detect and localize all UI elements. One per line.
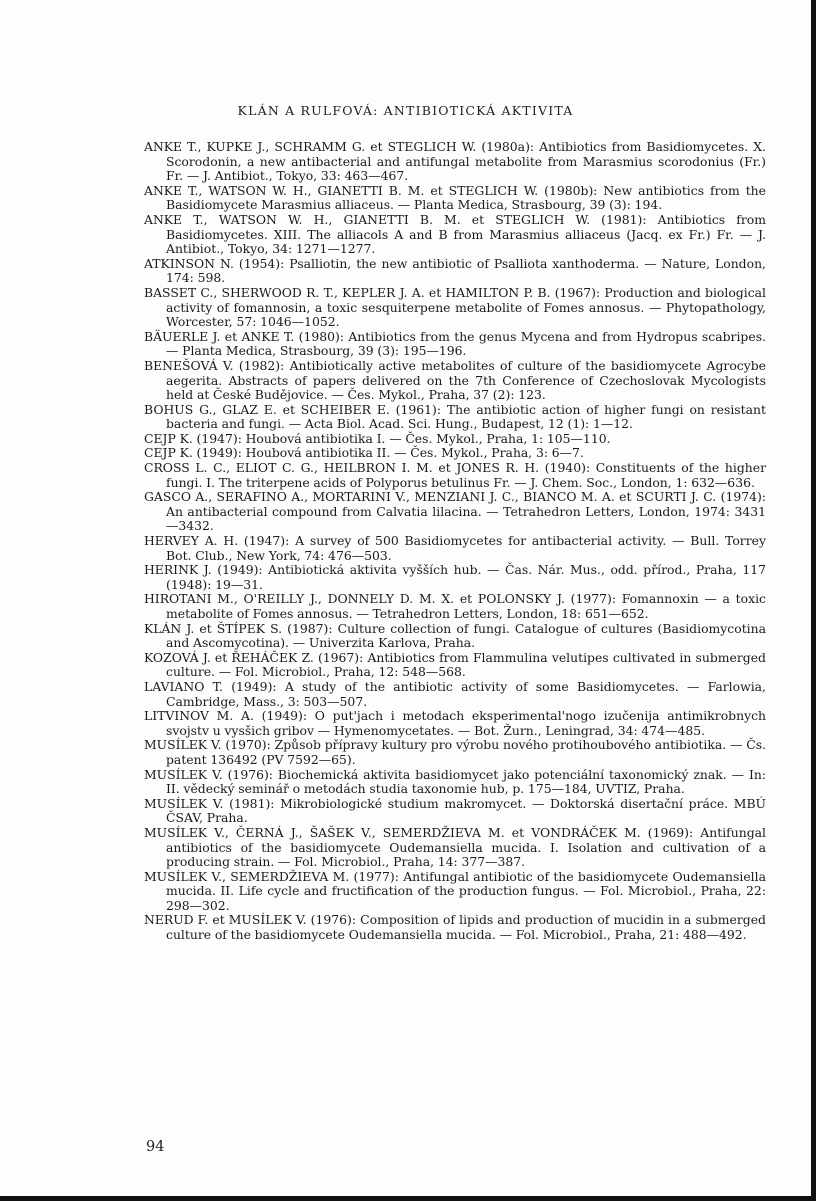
reference-entry: BENEŠOVÁ V. (1982): Antibiotically active metabolites of culture of the basidiomycete Agrocybe aegerita. Abstracts of papers delivered on the 7th Conference of Czechoslovak Mycologists held at České Budějovice. — Čes. Mykol., Praha, 37 (2): 123. — [144, 357, 766, 403]
reference-entry: MUSÍLEK V., ČERNÁ J., ŠAŠEK V., SEMERDŽIEVA M. et VONDRÁČEK M. (1969): Antifungal antibiotics of the basidiomycete Oudemansiella mucida. I. Isolation and cultivation of a producing strain. — Fol. Microbiol., Praha, 14: 377—387. — [144, 824, 766, 870]
reference-entry: NERUD F. et MUSÍLEK V. (1976): Composition of lipids and production of mucidin in a submerged culture of the basidiomycete Oudemansiella mucida. — Fol. Microbiol., Praha, 21: 488—492. — [144, 912, 766, 943]
page-number: 94 — [146, 1139, 165, 1155]
reference-entry: BASSET C., SHERWOOD R. T., KEPLER J. A. et HAMILTON P. B. (1967): Production and biological activity of fomannosin, a toxic sesquiterpene metabolite of Fomes annosus. — Phytopathology, Worcester, 57: 1046—1052. — [144, 284, 766, 330]
reference-entry: CROSS L. C., ELIOT C. G., HEILBRON I. M. et JONES R. H. (1940): Constituents of the higher fungi. I. The triterpene acids of Polyporus betulinus Fr. — J. Chem. Soc., London, 1: 632—636. — [144, 460, 766, 490]
reference-entry: KLÁN J. et ŠTÍPEK S. (1987): Culture collection of fungi. Catalogue of cultures (Basidiomycotina and Ascomycotina). — Univerzita Karlova, Praha. — [144, 620, 766, 651]
reference-entry: HERVEY A. H. (1947): A survey of 500 Basidiomycetes for antibacterial activity. — Bull. Torrey Bot. Club., New York, 74: 476—503. — [144, 533, 766, 563]
reference-entry: KOZOVÁ J. et ŘEHÁČEK Z. (1967): Antibiotics from Flammulina velutipes cultivated in submerged culture. — Fol. Microbiol., Praha, 12: 548—568. — [144, 649, 766, 680]
reference-entry: BOHUS G., GLAZ E. et SCHEIBER E. (1961): The antibiotic action of higher fungi on resistant bacteria and fungi. — Acta Biol. Acad. Sci. Hung., Budapest, 12 (1): 1—12. — [144, 401, 766, 432]
reference-entry: MUSÍLEK V., SEMERDŽIEVA M. (1977): Antifungal antibiotic of the basidiomycete Oudemansiella mucida. II. Life cycle and fructification of the production fungus. — Fol. Microbiol., Praha, 22: 298—302. — [144, 868, 766, 913]
reference-entry: BÄUERLE J. et ANKE T. (1980): Antibiotics from the genus Mycena and from Hydropus scabripes. — Planta Medica, Strasbourg, 39 (3): 195—196. — [144, 328, 766, 359]
reference-entry: HIROTANI M., O'REILLY J., DONNELY D. M. X. et POLONSKY J. (1977): Fomannoxin — a toxic metabolite of Fomes annosus. — Tetrahedron Letters, London, 18: 651—652. — [144, 591, 766, 621]
reference-entry: GASCO A., SERAFINO A., MORTARINI V., MENZIANI J. C., BIANCO M. A. et SCURTI J. C. (1974): An antibacterial compound from Calvatia lilacina. — Tetrahedron Letters, London, 1974: 3431—3432. — [144, 489, 766, 534]
reference-entry: CEJP K. (1947): Houbová antibiotika I. — Čes. Mykol., Praha, 1: 105—110. — [144, 430, 611, 446]
reference-list — [144, 140, 766, 943]
reference-entry: CEJP K. (1949): Houbová antibiotika II. — Čes. Mykol., Praha, 3: 6—7. — [144, 445, 584, 461]
reference-entry: MUSÍLEK V. (1970): Způsob přípravy kultury pro výrobu nového protihoubového antibiotika. — Čs. patent 136492 (PV 7592—65). — [144, 737, 766, 767]
reference-entry: MUSÍLEK V. (1976): Biochemická aktivita basidiomycet jako potenciální taxonomický znak. — In: II. vědecký seminář o metodách studia taxonomie hub, p. 175—184, UVTIZ, Praha. — [144, 766, 766, 797]
reference-entry: ATKINSON N. (1954): Psalliotin, the new antibiotic of Psalliota xanthoderma. — Nature, London, 174: 598. — [144, 255, 766, 286]
reference-entry: ANKE T., WATSON W. H., GIANETTI B. M. et STEGLICH W. (1981): Antibiotics from Basidiomycetes. XIII. The alliacols A and B from Marasmius alliaceus (Jacq. ex Fr.) Fr. — J. Antibiot., Tokyo, 34: 1271—1277. — [144, 211, 766, 257]
running-header: KLÁN A RULFOVÁ: ANTIBIOTICKÁ AKTIVITA — [237, 103, 574, 118]
reference-entry: LAVIANO T. (1949): A study of the antibiotic activity of some Basidiomycetes. — Farlowia, Cambridge, Mass., 3: 503—507. — [144, 678, 766, 709]
reference-entry: HERINK J. (1949): Antibiotická aktivita vyšších hub. — Čas. Nár. Mus., odd. přírod., Praha, 117 (1948): 19—31. — [144, 562, 766, 592]
reference-entry: ANKE T., KUPKE J., SCHRAMM G. et STEGLICH W. (1980a): Antibiotics from Basidiomycetes. X. Scorodonin, a new antibacterial and antifungal metabolite from Marasmius scorodonius (Fr.) Fr. — J. Antibiot., Tokyo, 33: 463—467. — [144, 139, 766, 184]
reference-entry: ANKE T., WATSON W. H., GIANETTI B. M. et STEGLICH W. (1980b): New antibiotics from the Basidiomycete Marasmius alliaceus. — Planta Medica, Strasbourg, 39 (3): 194. — [144, 182, 766, 213]
reference-entry: MUSÍLEK V. (1981): Mikrobiologické studium makromycet. — Doktorská disertační práce. MBÚ ČSAV, Praha. — [144, 795, 766, 826]
reference-entry: LITVINOV M. A. (1949): O put'jach i metodach eksperimental'nogo izučenija antimikrobnych svojstv u vysšich gribov — Hymenomycetates. — Bot. Žurn., Leningrad, 34: 474—485. — [144, 708, 766, 738]
